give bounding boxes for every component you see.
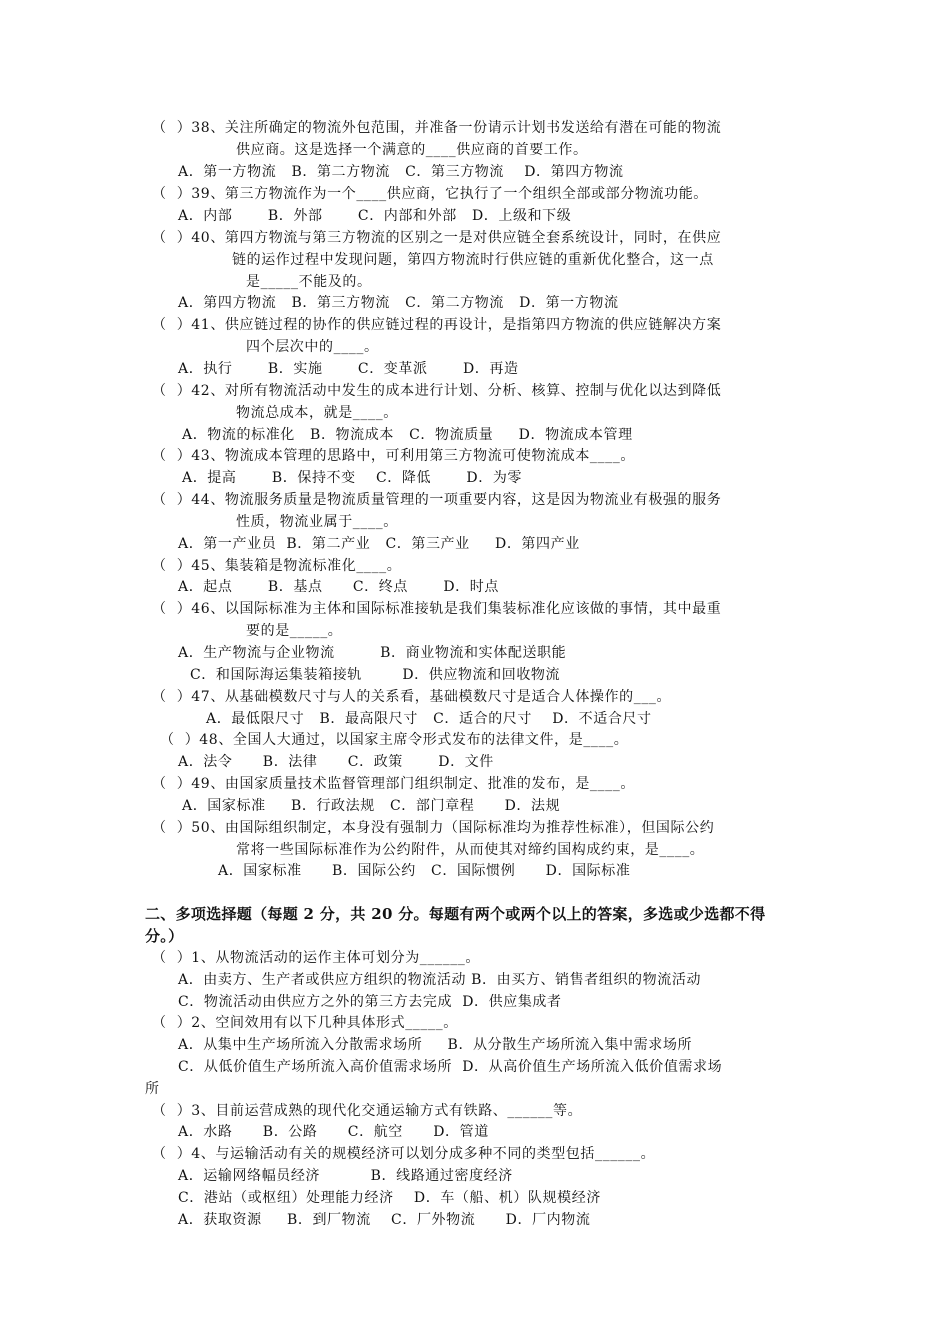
q38-options: A．第一方物流 B．第二方物流 C．第三方物流 D．第四方物流 [178,164,624,180]
q41-options: A．执行 B．实施 C．变革派 D．再造 [178,361,519,377]
q40-stem-line2: 链的运作过程中发现问题，第四方物流时行供应链的重新优化整合，这一点 [232,252,714,268]
q42-stem-line2: 物流总成本，就是____。 [236,405,398,421]
q40-stem-line1: （ ）40、第四方物流与第三方物流的区别之一是对供应链全套系统设计，同时，在供应 [152,230,722,246]
q44-stem-line1: （ ）44、物流服务质量是物流质量管理的一项重要内容，这是因为物流业有极强的服务 [152,492,722,508]
q45-options: A．起点 B．基点 C．终点 D．时点 [178,579,499,595]
q42-stem-line1: （ ）42、对所有物流活动中发生的成本进行计划、分析、核算、控制与优化以达到降低 [152,383,722,399]
mq1-options-row2: C．物流活动由供应方之外的第三方去完成 D．供应集成者 [178,994,562,1010]
q38-stem-line2: 供应商。这是选择一个满意的____供应商的首要工作。 [236,142,588,158]
mq1-options-row1: A．由卖方、生产者或供应方组织的物流活动 B．由买方、销售者组织的物流活动 [178,972,702,988]
mq4-stem: （ ）4、与运输活动有关的规模经济可以划分成多种不同的类型包括______。 [152,1146,656,1162]
q39-options: A．内部 B．外部 C．内部和外部 D．上级和下级 [178,208,572,224]
mq3-options: A．水路 B．公路 C．航空 D．管道 [178,1124,489,1140]
q43-options: A．提高 B．保持不变 C．降低 D．为零 [182,470,523,486]
q48-stem: （ ）48、全国人大通过，以国家主席令形式发布的法律文件，是____。 [160,732,629,748]
mq4-options-row1: A．运输网络幅员经济 B．线路通过密度经济 [178,1168,513,1184]
q44-options: A．第一产业员 B．第二产业 C．第三产业 D．第四产业 [178,536,580,552]
q38-stem-line1: （ ）38、关注所确定的物流外包范围，并准备一份请示计划书发送给有潜在可能的物流 [152,120,722,136]
q40-stem-line3: 是_____不能及的。 [246,274,372,290]
mq2-options-row2-wrap: 所 [145,1081,160,1097]
q49-options: A．国家标准 B．行政法规 C．部门章程 D．法规 [182,798,561,814]
mq5-options: A．获取资源 B．到厂物流 C．厂外物流 D．厂内物流 [178,1212,591,1228]
q40-options: A．第四方物流 B．第三方物流 C．第二方物流 D．第一方物流 [178,295,619,311]
q50-options: A．国家标准 B．国际公约 C．国际惯例 D．国际标准 [218,863,631,879]
q41-stem-line2: 四个层次中的____。 [246,339,379,355]
q43-stem: （ ）43、物流成本管理的思路中，可利用第三方物流可使物流成本____。 [152,448,635,464]
q47-options: A．最低限尺寸 B．最高限尺寸 C．适合的尺寸 D．不适合尺寸 [206,711,652,727]
q50-stem-line1: （ ）50、由国际组织制定，本身没有强制力（国际标准均为推荐性标准），但国际公约 [152,820,715,836]
q46-options-row1: A．生产物流与企业物流 B．商业物流和实体配送职能 [178,645,567,661]
mq4-options-row2: C．港站（或枢纽）处理能力经济 D．车（船、机）队规模经济 [178,1190,601,1206]
mq2-stem: （ ）2、空间效用有以下几种具体形式_____。 [152,1015,458,1031]
q42-options: A．物流的标准化 B．物流成本 C．物流质量 D．物流成本管理 [182,427,633,443]
mq2-options-row1: A．从集中生产场所流入分散需求场所 B．从分散生产场所流入集中需求场所 [178,1037,693,1053]
q47-stem: （ ）47、从基础模数尺寸与人的关系看，基础模数尺寸是适合人体操作的___。 [152,689,672,705]
mq1-stem: （ ）1、从物流活动的运作主体可划分为______。 [152,950,481,966]
q39-stem: （ ）39、第三方物流作为一个____供应商，它执行了一个组织全部或部分物流功能。 [152,186,708,202]
section2-heading-line2: 分。） [145,927,184,945]
q46-stem-line2: 要的是_____。 [246,623,343,639]
q48-options: A．法令 B．法律 C．政策 D．文件 [178,754,494,770]
q50-stem-line2: 常将一些国际标准作为公约附件，从而使其对缔约国构成约束，是____。 [236,842,705,858]
mq3-stem: （ ）3、目前运营成熟的现代化交通运输方式有铁路、______等。 [152,1103,583,1119]
mq2-options-row2: C．从低价值生产场所流入高价值需求场所 D．从高价值生产场所流入低价值需求场 [178,1059,723,1075]
q45-stem: （ ）45、集装箱是物流标准化____。 [152,558,402,574]
q49-stem: （ ）49、由国家质量技术监督管理部门组织制定、批准的发布，是____。 [152,776,635,792]
section2-heading-line1: 二、多项选择题（每题 2 分，共 20 分。每题有两个或两个以上的答案，多选或少选都不得 [145,905,766,923]
q46-options-row2: C．和国际海运集装箱接轨 D．供应物流和回收物流 [190,667,561,683]
q41-stem-line1: （ ）41、供应链过程的协作的供应链过程的再设计，是指第四方物流的供应链解决方案 [152,317,722,333]
q44-stem-line2: 性质，物流业属于____。 [236,514,398,530]
q46-stem-line1: （ ）46、以国际标准为主体和国际标准接轨是我们集装标准化应该做的事情，其中最重 [152,601,722,617]
